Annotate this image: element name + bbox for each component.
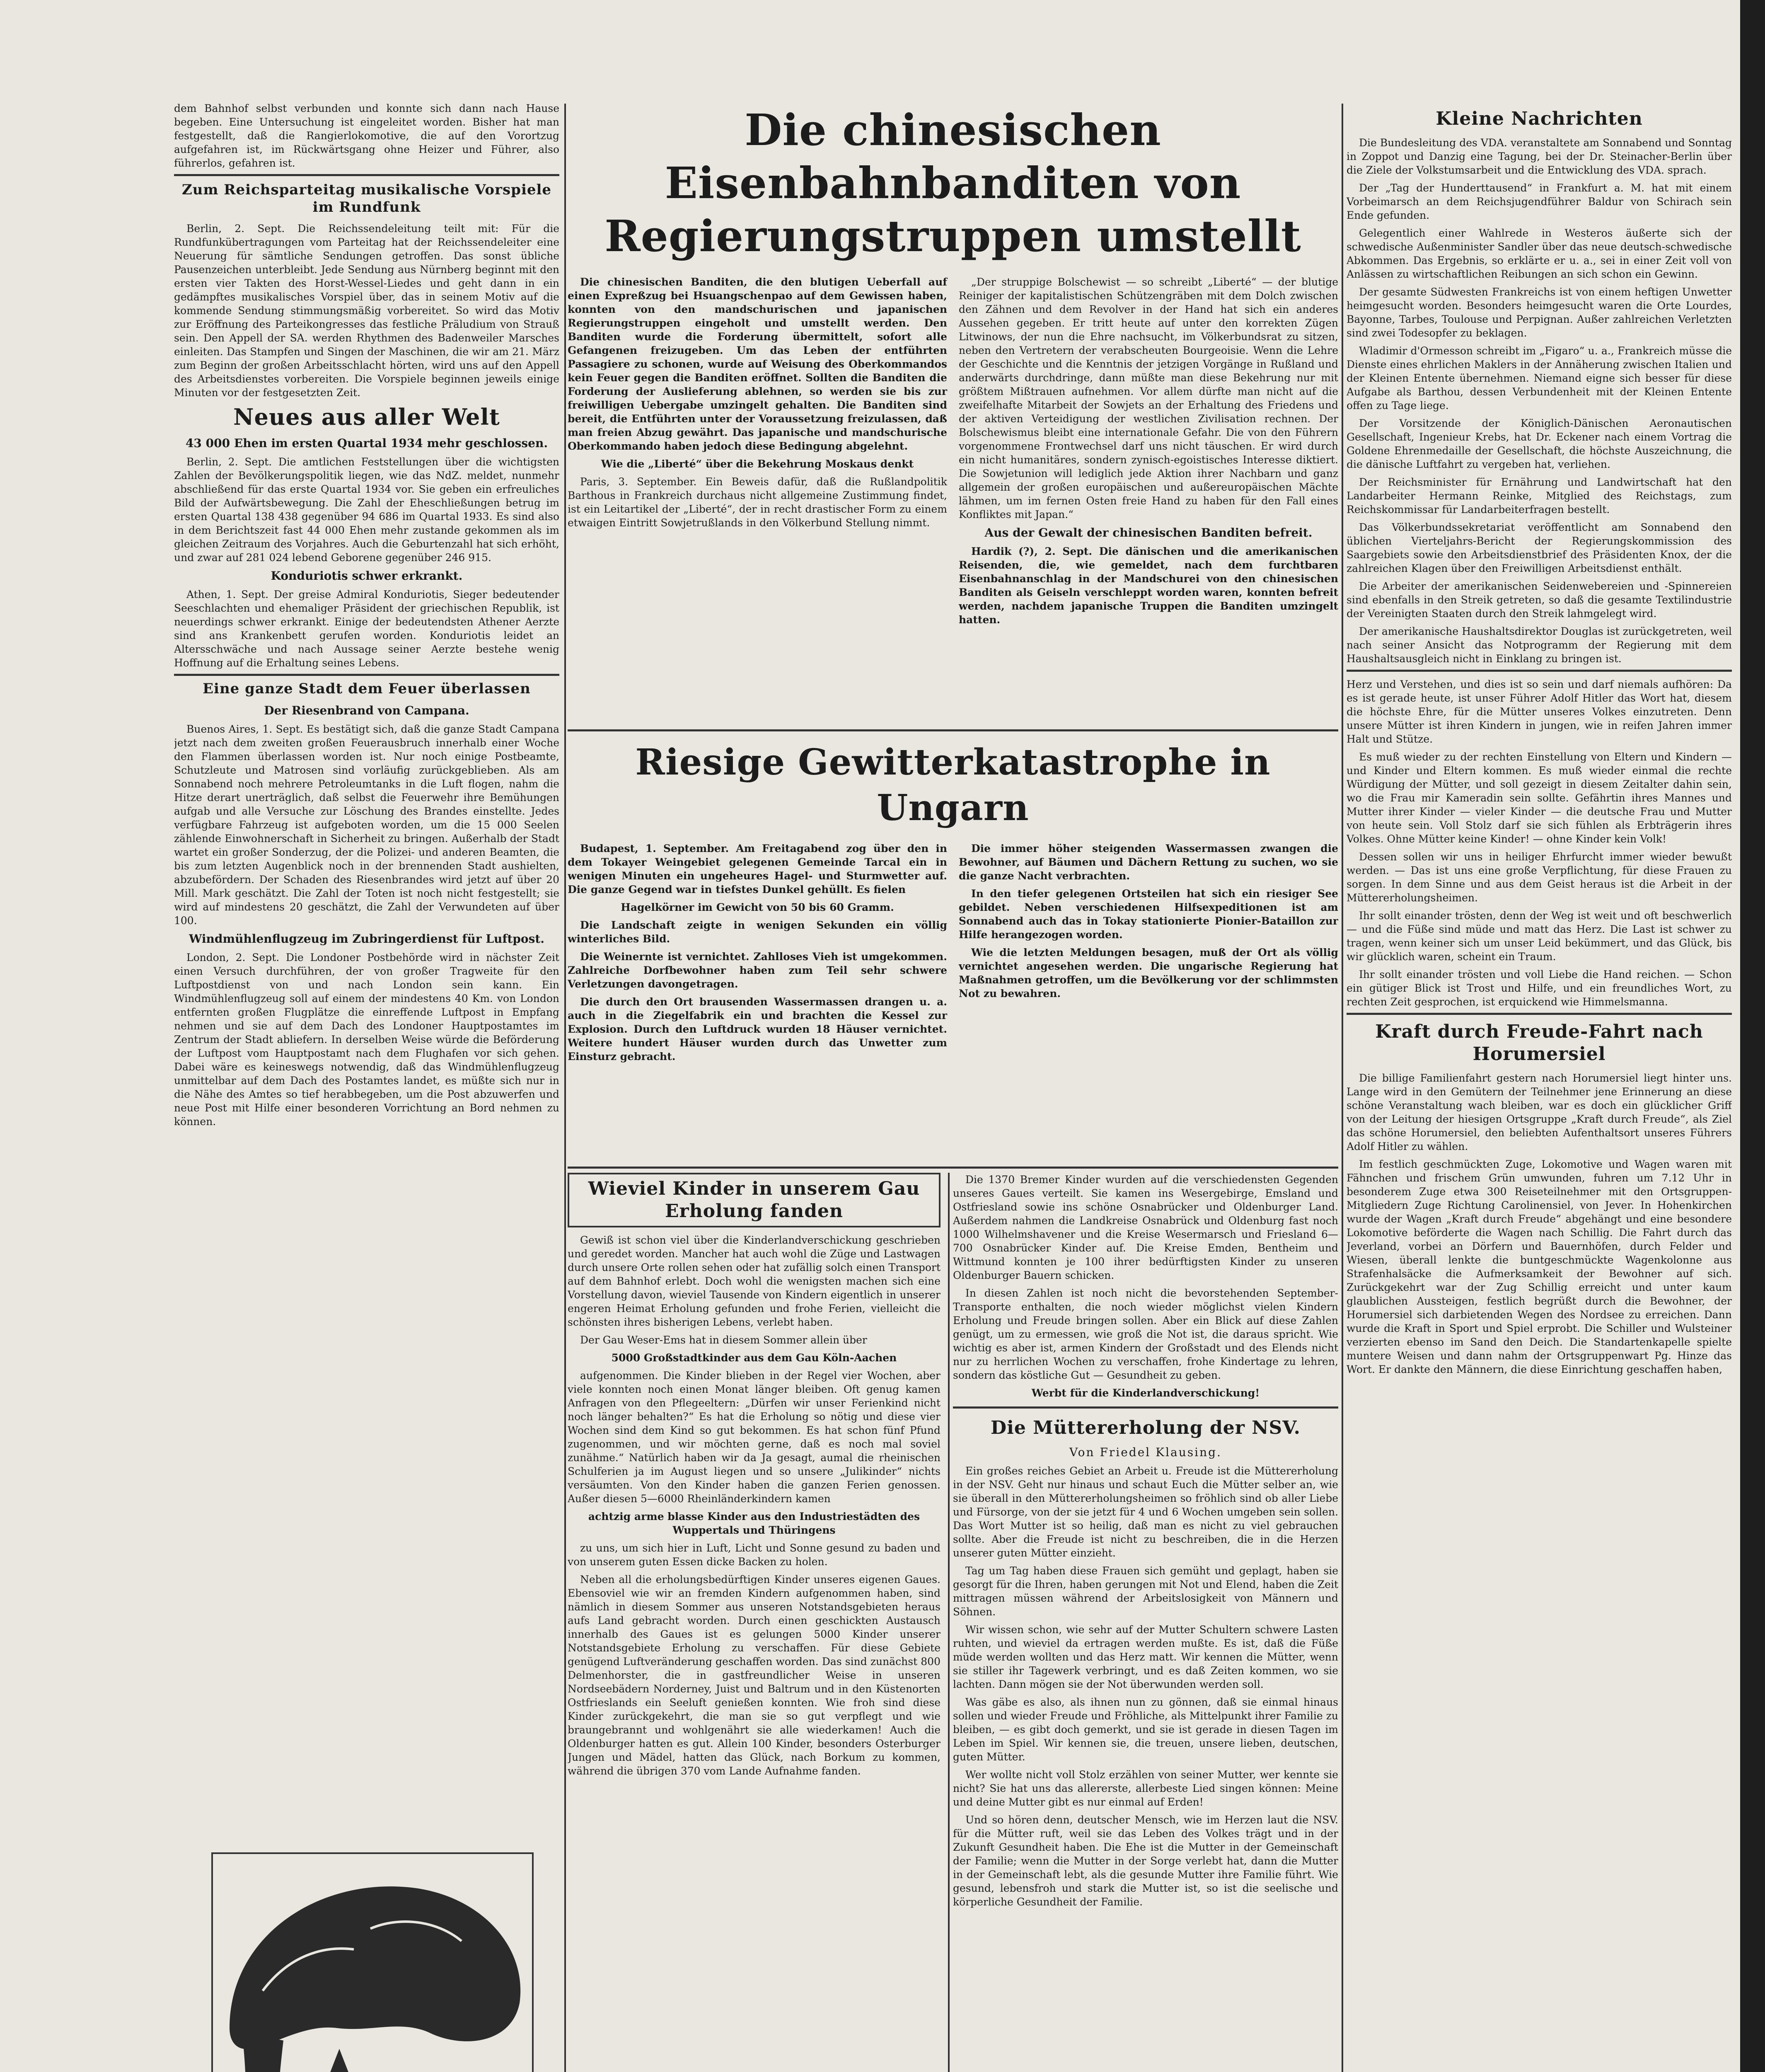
lead-paragraph: Die chinesischen Banditen, die den blutigen Ueberfall auf einen Expreßzug bei Hsuangschenpao auf dem Gewissen haben, konnten von den mandschurischen und japanischen Regierungstruppen eingeholt und umstellt werden. Den Banditen wurde die Forderung übermittelt, sofort alle Gefangenen freizugeben. Um das Leben der entführten Passagiere zu schonen, wurde auf Weisung des Oberkommandos kein Feuer gegen die Banditen eröffnet. Sollten die Banditen die Forderung der Auslieferung ablehnen, so werden sie bis zur freiwilligen Uebergabe umzingelt gehalten. Die Banditen sind bereit, die Entführten unter der Voraussetzung freizulassen, daß man freien Abzug gewährt. Das japanische und mandschurische Oberkommando haben jedoch diese Bedingung abgelehnt.	[568, 276, 947, 452]
news-item: Der „Tag der Hunderttausend“ in Frankfurt a. M. hat mit einem Vorbeimarsch an dem Reichsjugendführer Baldur von Schirach sein Ende gefunden.	[1347, 182, 1732, 221]
storm-column-a	[568, 842, 947, 1067]
muetter-paragraph: Ein großes reiches Gebiet an Arbeit u. Freude ist die Müttererholung in der NSV. Geht nur hinaus und schaut Euch die Mütter selber an, wie sie überall in den Müttererholungsheimen so fröhlich sind ob aller Liebe und Fürsorge, von der sie jetzt für 4 und 6 Wochen umgeben sein sollen. Das Wort Mutter ist so heilig, daß man es nicht zu viel gebrauchen sollte. Aber die Freude ist nicht zu beschreiben, die in die Herzen unserer guten Mütter einzieht.	[953, 1465, 1338, 1559]
article-konduriotis: Athen, 1. Sept. Der greise Admiral Konduriotis, Sieger bedeutender Seeschlachten und ehemaliger Präsident der griechischen Republik, ist neuerdings schwer erkrankt. Einige der bedeutendsten Athener Aerzte sind ans Krankenbett gerufen worden. Konduriotis leidet an Altersschwäche und nach Aussage seiner Aerzte bestehe wenig Hoffnung auf die Erhaltung seines Lebens.	[174, 588, 559, 669]
muetter-continuation: Ihr sollt einander trösten, denn der Weg ist weit und oft beschwerlich — und die Füße sind müde und matt das Herz. Die Last ist schwer zu tragen, wenn keiner sich um unser Leid bekümmert, und das Glück, bis wir glücklich waren, scheint ein Traum.	[1347, 910, 1732, 963]
muetter-paragraph: Wer wollte nicht voll Stolz erzählen von seiner Mutter, wer kennte sie nicht? Sie hat uns das allererste, allerbeste Lied singen können: Meine und deine Mutter gibt es nur einmal auf Erden!	[953, 1769, 1338, 1808]
kleine-nachrichten-list	[1347, 136, 1732, 666]
kinder-paragraph: Der Gau Weser-Ems hat in diesem Sommer allein über	[580, 1334, 867, 1346]
kinder-story-column-a	[568, 1173, 941, 2072]
muetter-paragraph: Was gäbe es also, als ihnen nun zu gönnen, daß sie einmal hinaus sollen und wieder Freude und Fröhliche, als Mittelpunkt ihrer Familie zu bleiben, — es gibt doch gemerkt, und sie ist gerade in diesen Tagen im Leben im Spiel. Wir kennen sie, die treuen, unsere lieben, deutschen, guten Mütter.	[953, 1696, 1338, 1763]
muetter-continuation: Ihr sollt einander trösten und voll Liebe die Hand reichen. — Schon ein gütiger Blick ist Trost und Hilfe, und ein freundliches Wort, zu rechten Zeit gesprochen, ist erquickend wie Himmelsmanna.	[1347, 968, 1732, 1008]
article-windmuehle: London, 2. Sept. Die Londoner Postbehörde wird in nächster Zeit einen Versuch durchführen, der von großer Tragweite für den Luftpostdienst von und nach London sein kann. Ein Windmühlenflugzeug soll auf einem der mindestens 40 Km. von London entfernten großen Flugplätze die einreffende Luftpost in Empfang nehmen und sie auf dem Dach des Londoner Hauptpostamtes im Zentrum der Stadt abliefern. In derselben Weise würde die Beförderung der Luftpost vom Hauptpostamt nach dem Flughafen vor sich gehen. Dabei wäre es keineswegs notwendig, daß das Windmühlenflugzeug unmittelbar auf dem Dach des Postamtes landet, es müßte sich nur in die Nähe des Amtes so tief herabbegeben, um die Post abzuwerfen und neue Post mit Hilfe einer besonderen Vorrichtung an Bord nehmen zu können.	[174, 951, 559, 1128]
muetter-continuation: Herz und Verstehen, und dies ist so sein und darf niemals aufhören: Da es ist gerade heute, ist unser Führer Adolf Hitler das Wort hat, diesem die höchste Ehre, für die Mütter unseres Volkes einzutreten. Denn unsere Mütter ist ihren Kindern in jungen, wie in reifen Jahren immer Halt und Stütze.	[1347, 678, 1732, 745]
article-ehen: Berlin, 2. Sept. Die amtlichen Feststellungen über die wichtigsten Zahlen der Bevölkerungspolitik liegen, wie das NdZ. meldet, nunmehr abschließend für das erste Quartal 1934 vor. Sie geben ein erfreuliches Bild der Aufwärtsbewegung. Die Zahl der Eheschließungen betrug im ersten Quartal 138 438 gegenüber 94 686 im Quartal 1933. Es sind also in dem Berichtszeit fast 44 000 Ehen mehr zustande gekommen als im gleichen Zeitraum des Vorjahres. Auch die Geburtenzahl hat sich erhöht, und zwar auf 281 024 lebend Geborene gegenüber 246 915.	[174, 456, 559, 564]
column-rule	[564, 104, 566, 2072]
kinder-paragraph: Gewiß ist schon viel über die Kinderlandverschickung geschrieben und geredet worden. Mancher hat auch wohl die Züge und Lastwagen durch unsere Orte rollen sehen oder hat zufällig solch einen Transport auf dem Bahnhof erlebt. Doch wohl die wenigsten machen sich eine Vorstellung davon, wieviel Tausende von Kindern eigentlich in unserer engeren Heimat Erholung gefunden und frohe Ferien, vielleicht die schönsten ihres bisherigen Lebens, verlebt haben.	[568, 1234, 941, 1328]
headline-muettererholung: Die Müttererholung der NSV.	[990, 1417, 1301, 1438]
news-item: Der amerikanische Haushaltsdirektor Douglas ist zurückgetreten, weil nach seiner Ansicht das Notprogramm der Regierung mit dem Haushaltsausgleich nicht in Einklang zu bringen ist.	[1347, 625, 1732, 665]
news-item: Der Vorsitzende der Königlich-Dänischen Aeronautischen Gesellschaft, Ingenieur Krebs, hat Dr. Eckener nach einem Vortrag die Goldene Ehrenmedaille der Gesellschaft, die höchste Auszeichnung, die die dänische Luftfahrt zu vergeben hat, verliehen.	[1347, 417, 1732, 470]
news-item: Die Arbeiter der amerikanischen Seidenwebereien und -Spinnereien sind ebenfalls in den Streik getreten, so daß die gesamte Textilindustrie der Vereinigten Staaten durch den Streik lahmgelegt wird.	[1347, 580, 1732, 620]
intro-text: dem Bahnhof selbst verbunden und konnte sich dann nach Hause begeben. Eine Untersuchung ist eingeleitet worden. Bisher hat man festgestellt, daß die Rangierlokomotive, die auf den Vorortzug aufgefahren ist, im Rückwärtsgang ohne Heizer und Führer, also führerlos, gefahren ist.	[174, 102, 559, 169]
storm-paragraph: In den tiefer gelegenen Ortsteilen hat sich ein riesiger See gebildet. Neben verschiedenen Hilfsexpeditionen ist am Sonnabend auch das in Tokay stationierte Pionier-Bataillon zur Hilfe herangezogen worden.	[959, 888, 1338, 941]
news-item: Das Völkerbundssekretariat veröffentlicht am Sonnabend den üblichen Vierteljahrs-Bericht der Regierungskommission des Saargebiets sowie den Arbeitsdienstbrief des Präsidenten Knox, der die zahlreichen Klagen über den Freiwilligen Arbeitsdienst enthält.	[1347, 521, 1732, 574]
storm-paragraph: Wie die letzten Meldungen besagen, muß der Ort als völlig vernichtet angesehen werden. Die ungarische Regierung hat Maßnahmen getroffen, um die Bevölkerung vor der schlimmsten Not zu bewahren.	[959, 946, 1338, 1000]
storm-paragraph: Die durch den Ort brausenden Wassermassen drangen u. a. auch in die Ziegelfabrik ein und brachten die Kessel zur Explosion. Durch den Luftdruck wurden 18 Häuser vernichtet. Weitere hundert Häuser wurden durch das Unwetter zum Einsturz gebracht.	[568, 996, 947, 1063]
kraft-paragraph: Im festlich geschmückten Zuge, Lokomotive und Wagen waren mit Fähnchen und frischem Grün umwunden, fuhren um 7.12 Uhr in besonderem Zuge etwa 300 Reiseteilnehmer mit den Ortsgruppen-Mitgliedern Zuge Richtung Carolinensiel, von Jever. In Hohenkirchen wurde der Wagen „Kraft durch Freude“ abgehängt und eine besondere Lokomotive beförderte die Wagen nach Schillig. Die Fahrt durch das Jeverland, vorbei an Dörfern und Bauernhöfen, durch Felder und Wiesen, überall lenkte die buntgeschmückte Wagenkolonne aus Strafenhalsäcke die Aufmerksamkeit der Bewohner auf sich. Zurückgekehrt war der Zug Schillig erreicht und unter kaum glaublichen Aussteigen, festlich begrüßt durch die Bewohner, der Horumersiel sich darbietenden Wegen des Nordsee zu erreichen. Dann wurde die Kraft in Sport und Spiel erprobt. Die Schiller und Wulsteiner verzierten ebenso im Sand den Deich. Die Standartenkapelle spielte muntere Weisen und dann nahm der Ortsgruppenwart Pg. Hinze das Wort. Er dankte den Männern, die diese Einrichtung geschaffen haben,	[1347, 1158, 1732, 1375]
divider	[174, 674, 559, 676]
headline-campana: Eine ganze Stadt dem Feuer überlassen	[203, 680, 531, 697]
news-item: Der gesamte Südwesten Frankreichs ist von einem heftigen Unwetter heimgesucht worden. Besonders heimgesucht waren die Orte Lourdes, Bayonne, Tarbes, Toulouse und Perpignan. Außer zahlreichen Verletzten sind zwei Todesopfer zu beklagen.	[1347, 286, 1732, 339]
muetter-continuation: Es muß wieder zu der rechten Einstellung von Eltern und Kindern — und Kinder und Eltern kommen. Es muß wieder einmal die rechte Würdigung der Mütter, und soll gezeigt in diesem Zeitalter dahin sein, wo die Frau mir Kameradin sein sollte. Gefährtin ihres Mannes und Mutter ihrer Kinder — vieler Kinder — die deutsche Frau und Mutter von heute sein. Voll Stolz darf sie sich fühlen als Erbträgerin ihres Volkes. Ohne Mütter keine Kinder! — ohne Kinder kein Volk!	[1347, 751, 1732, 845]
byline: Von Friedel Klausing.	[1069, 1445, 1222, 1459]
lead-paragraph: Paris, 3. September. Ein Beweis dafür, daß die Rußlandpolitik Barthous in Frankreich durchaus nicht allgemeine Zustimmung findet, ist ein Leitartikel der „Liberté“, der in recht drastischer Form zu einem etwaigen Eintritt Sowjetrußlands in den Völkerbund Stellung nimmt.	[568, 476, 947, 529]
headline-neues-aus-aller-welt: Neues aus aller Welt	[233, 404, 500, 430]
divider	[174, 174, 559, 176]
kinder-call-to-action: Werbt für die Kinderlandverschickung!	[1031, 1387, 1260, 1399]
column-rule	[948, 1173, 950, 2072]
storm-paragraph: Budapest, 1. September. Am Freitagabend zog über den in dem Tokayer Weingebiet gelegenen Gemeinde Tarcal ein in wenigen Minuten ein ungeheures Hagel- und Sturmwetter auf. Die ganze Gegend war in tiefstes Dunkel gehüllt. Es fielen	[568, 842, 947, 896]
storm-paragraph: Die immer höher steigenden Wassermassen zwangen die Bewohner, auf Bäumen und Dächern Rettung zu suchen, wo sie die ganze Nacht verbrachten.	[959, 842, 1338, 882]
lead-column-b	[959, 275, 1338, 631]
lead-subheading: Aus der Gewalt der chinesischen Banditen befreit.	[984, 526, 1313, 540]
kinder-paragraph: aufgenommen. Die Kinder blieben in der Regel vier Wochen, aber viele konnten noch einen Monat länger bleiben. Oft genug kamen Anfragen von den Pflegeeltern: „Dürfen wir unser Ferienkind nicht noch länger behalten?“ Es hat die Erholung so nötig und diese vier Wochen sind dem Kind so gut bekommen. Es hat schon fünf Pfund zugenommen, und wir möchten gerne, daß es noch mal soviel zunähme.“ Natürlich haben wir da Ja gesagt, aumal die rheinischen Schulferien ja im August liegen und so unsere „Julikinder“ nichts versäumten. Von den Kinder haben die ganzen Ferien genossen. Außer diesen 5—6000 Rheinländerkindern kamen	[568, 1370, 941, 1505]
divider	[1347, 670, 1732, 672]
lead-story	[568, 95, 1338, 725]
news-item: Gelegentlich einer Wahlrede in Westeros äußerte sich der schwedische Außenminister Sandler über das neue deutsch-schwedische Abkommen. Das Ergebnis, so erklärte er u. a., sei in einer Zeit voll von Anlässen zu wirtschaftlichen Reibungen an sich schon ein Gewinn.	[1347, 227, 1732, 280]
headline-kleine-nachrichten: Kleine Nachrichten	[1436, 108, 1643, 129]
scan-edge	[1740, 0, 1765, 2072]
divider	[568, 729, 1338, 731]
kraft-paragraph: Die billige Familienfahrt gestern nach Horumersiel liegt hinter uns. Lange wird in den Gemütern der Teilnehmer jene Erinnerung an diese schöne Veranstaltung wach bleiben, war es doch ein glücklicher Griff von der Leitung der hiesigen Ortsgruppe „Kraft durch Freude“, als Ziel das schöne Horumersiel, den beliebten Aufenthaltsort unseres Führers Adolf Hitler zu wählen.	[1347, 1072, 1732, 1152]
article-reichsparteitag: Berlin, 2. Sept. Die Reichssendeleitung teilt mit: Für die Rundfunkübertragungen vom Parteitag hat der Reichssendeleiter eine Neuerung für sämtliche Sendungen getroffen. Das sonst übliche Pausenzeichen unterbleibt. Jede Sendung aus Nürnberg beginnt mit den ersten vier Takten des Horst-Wessel-Liedes und geht dann in ein gedämpftes musikalisches Vorspiel über, das in seinem Motiv auf die kommende Sendung stimmungsmäßig vorbereitet. So wird das Motiv zur Eröffnung des Parteikongresses das festliche Präludium von Strauß sein. Den Appell der SA. werden Rhythmen des Badenweiler Marsches einleiten. Das Stampfen und Singen der Maschinen, die wir am 21. März zum Beginn der großen Arbeitsschlacht hörten, wird uns auf den Appell des Arbeitsdienstes vorbereiten. Die Vorspiele beginnen jeweils einige Minuten vor der festgesetzten Zeit.	[174, 223, 559, 399]
kinder-paragraph: Neben all die erholungsbedürftigen Kinder unseres eigenen Gaues. Ebensoviel wie wir an fremden Kindern aufgenommen haben, sind nämlich in diesem Sommer aus unseren Notstandsgebieten heraus aufs Land gebracht worden. Durch einen geschickten Austausch innerhalb des Gaues ist es gelungen 5000 Kinder unserer Notstandsgebiete Erholung zu verschaffen. Für diese Gebiete genügend Luftveränderung geschaffen worden. Das sind zunächst 800 Delmenhorster, die in gastfreundlicher Weise in unseren Nordseebädern Norderney, Juist und Baltrum und in den Küstenorten Ostfrieslands ein Seeluft genießen konnten. Wie froh sind diese Kinder zurückgekehrt, die man sie so gut verpflegt und wie braungebrannt und wohlgenährt sie alle wiederkamen! Auch die Oldenburger hatten es gut. Allein 100 Kinder, besonders Osterburger Jungen und Mädel, hatten das Glück, nach Borkum zu kommen, während die übrigen 370 vom Lande Aufnahme fanden.	[568, 1573, 941, 1777]
news-item: Der Reichsminister für Ernährung und Landwirtschaft hat den Landarbeiter Hermann Reinke, Mitglied des Reichstags, zum Reichskommissar für Landarbeiterfragen bestellt.	[1347, 476, 1732, 516]
kinder-highlight: 5000 Großstadtkinder aus dem Gau Köln-Aachen	[611, 1352, 897, 1364]
muetter-paragraph: Und so hören denn, deutscher Mensch, wie im Herzen laut die NSV. für die Mütter ruft, weil sie das Leben des Volkes trägt und in der Zukunft Gesundheit haben. Die Ehe ist die Mutter in der Gemeinschaft der Familie; wenn die Mutter in der Sorge verlebt hat, dann die Mutter in der Gemeinschaft lebt, als die gesunde Mutter ihre Familie führt. Wie gesund, lebensfroh und stark die Mutter ist, so ist die seelische und körperliche Gesundheit der Familie.	[953, 1814, 1338, 1908]
lead-paragraph: „Der struppige Bolschewist — so schreibt „Liberté“ — der blutige Reiniger der kapitalistischen Schützengräben mit dem Dolch zwischen den Zähnen und dem Revolver in der Hand hat sich ein anderes Aussehen gegeben. Er tritt heute auf unter den korrekten Zügen Litwinows, der nun die Ehre nachsucht, im Völkerbundsrat zu sitzen, neben den Vertretern der verabscheuten Bourgeoisie. Wenn die Lehre der Geschichte und die Kenntnis der jetzigen Vorgänge in Rußland und anderwärts durchdringe, dann müßte man diese Bekehrung nur mit größtem Mißtrauen aufnehmen. Vor allem dürfte man nicht auf die zweifelhafte Mitarbeit der Sowjets an der Erhaltung des Friedens und der aktiven Verteidigung der westlichen Zivilisation rechnen. Der Bolschewismus bleibt eine internationale Gefahr. Die von den Führern vorgenommene Frontwechsel darf uns nicht täuschen. Er wird durch ein nicht humanitäres, sondern zynisch-egoistisches Interesse diktiert. Die Sowjetunion will lediglich jede Aktion ihrer Nachbarn und ganz allgemein der großen europäischen und außereuropäischen Mächte lähmen, um im fernen Osten freie Hand zu haben für den Fall eines Konfliktes mit Japan.“	[959, 276, 1338, 520]
column-rule	[1342, 104, 1343, 2072]
kinder-headline-box	[568, 1173, 941, 1227]
article-campana: Buenos Aires, 1. Sept. Es bestätigt sich, daß die ganze Stadt Campana jetzt nach dem zweiten großen Feuerausbruch innerhalb einer Woche den Flammen überlassen worden ist. Nur noch einige Postbeamte, Schutzleute und Matrosen sind vorläufig zurückgeblieben. Als am Sonnabend noch mehrere Petroleumtanks in die Luft flogen, nahm die Hitze derart unerträglich, daß selbst die Feuerwehr ihre Bemühungen aufgab und alle Versuche zur Löschung des Brandes einstellte. Jedes verfügbare Fahrzeug ist aufgeboten worden, um die 15 000 Seelen zählende Einwohnerschaft in Sicherheit zu bringen. Außerhalb der Stadt wartet ein großer Sonderzug, der die Polizei- und anderen Beamten, die bis zum letzten Augenblick noch in der brennenden Stadt aushielten, abzubefördern. Der Schaden des Riesenbrandes wird jetzt auf über 20 Mill. Mark geschätzt. Die Zahl der Toten ist noch nicht festgestellt; sie wird auf mindestens 20 geschätzt, die Zahl der Verwundeten auf über 100.	[174, 723, 559, 927]
news-item: Die Bundesleitung des VDA. veranstaltete am Sonnabend und Sonntag in Zoppot und Danzig eine Tagung, bei der Dr. Steinacher-Berlin über die Ziele der Volkstumsarbeit und die Entwicklung des VDA. sprach.	[1347, 137, 1732, 176]
kinder-paragraph: Die 1370 Bremer Kinder wurden auf die verschiedensten Gegenden unseres Gaues verteilt. Sie kamen ins Wesergebirge, Emsland und Ostfriesland sowie ins schöne Osnabrücker und Oldenburger Land. Außerdem nahmen die Landkreise Osnabrück und Oldenburg fast noch 1000 Wilhelmshavener und die Kreise Wesermarsch und Friesland 6—700 Osnabrücker Kinder auf. Die Kreise Emden, Bentheim und Wittmund konnten je 100 ihrer bedürftigsten Kinder zu unseren Oldenburger Bauern schicken.	[953, 1174, 1338, 1281]
storm-paragraph: Die Weinernte ist vernichtet. Zahlloses Vieh ist umgekommen. Zahlreiche Dorfbewohner haben zum Teil sehr schwere Verletzungen davongetragen.	[568, 951, 947, 990]
nsv-advertisement	[211, 1852, 534, 2072]
headline-reichsparteitag: Zum Reichsparteitag musikalische Vorspiele im Rundfunk	[181, 182, 552, 215]
divider	[568, 1167, 1338, 1169]
headline-kinder-erholung: Wieviel Kinder in unserem Gau Erholung fanden	[588, 1178, 920, 1222]
subheadline-ehen: 43 000 Ehen im ersten Quartal 1934 mehr geschlossen.	[185, 436, 548, 450]
kinder-highlight: achtzig arme blasse Kinder aus den Industriestädten des Wuppertals und Thüringens	[588, 1510, 920, 1536]
headline-gewitterkatastrophe: Riesige Gewitterkatastrophe in Ungarn	[635, 741, 1271, 829]
storm-paragraph: Die Landschaft zeigte in wenigen Sekunden ein völlig winterliches Bild.	[568, 919, 947, 945]
muetter-paragraph: Tag um Tag haben diese Frauen sich gemüht und geplagt, haben sie gesorgt für die Ihren, haben gerungen mit Not und Elend, haben die Zeit mittragen müssen während der Arbeitslosigkeit von Männern und Söhnen.	[953, 1565, 1338, 1618]
column-left	[174, 102, 559, 1834]
lead-column-a	[568, 275, 947, 631]
lead-subheading: Wie die „Liberté“ über die Bekehrung Moskaus denkt	[601, 458, 914, 470]
nsv-illustration	[213, 1854, 532, 2072]
headline-kraft-durch-freude: Kraft durch Freude-Fahrt nach Horumersiel	[1375, 1021, 1703, 1065]
divider	[1347, 1013, 1732, 1015]
kinder-paragraph: zu uns, um sich hier in Luft, Licht und Sonne gesund zu baden und von unserem guten Essen dicke Backen zu holen.	[568, 1542, 941, 1568]
storm-story	[568, 736, 1338, 1162]
storm-column-b	[959, 842, 1338, 1067]
subheadline-windmuehle: Windmühlenflugzeug im Zubringerdienst für Luftpost.	[189, 932, 545, 946]
kinder-paragraph: In diesen Zahlen ist noch nicht die bevorstehenden September-Transporte enthalten, die noch wieder möglichst vielen Kindern Erholung und Freude bringen sollen. Aber ein Blick auf diese Zahlen genügt, um zu ermessen, wie groß die Not ist, die daraus spricht. Wie wichtig es aber ist, armen Kindern der Großstadt und des Elends nicht nur zu herrlichen Wochen zu verschaffen, frohe Kindertage zu lehren, sondern das köstliche Gut — Gesundheit zu geben.	[953, 1287, 1338, 1381]
muetter-paragraph: Wir wissen schon, wie sehr auf der Mutter Schultern schwere Lasten ruhten, und wieviel da ertragen werden mußte. Es ist, daß die Füße müde werden wollten und das Herz matt. Wir kennen die Mütter, wenn sie stiller ihr Tagewerk verbringt, und es daß Zeiten kommen, wo sie lachten. Dann mögen sie der Not überwunden werden soll.	[953, 1624, 1338, 1690]
kinder-story-column-b	[953, 1173, 1338, 2072]
headline-eisenbahnbanditen: Die chinesischen Eisenbahnbanditen von Regierungstruppen umstellt	[604, 104, 1301, 261]
subheadline-konduriotis: Konduriotis schwer erkrankt.	[271, 569, 463, 583]
divider	[953, 1406, 1338, 1409]
subheadline-campana: Der Riesenbrand von Campana.	[264, 704, 469, 717]
lead-paragraph: Hardik (?), 2. Sept. Die dänischen und die amerikanischen Reisenden, die, wie gemeldet, nach dem furchtbaren Eisenbahnanschlag in der Mandschurei von den chinesischen Banditen als Geiseln verschleppt worden waren, konnten befreit werden, nachdem japanische Truppen die Banditen umzingelt hatten.	[959, 545, 1338, 626]
news-item: Wladimir d'Ormesson schreibt im „Figaro“ u. a., Frankreich müsse die Dienste eines ehrlichen Maklers in der Annäherung zwischen Italien und der Kleinen Entente übernehmen. Niemand eigne sich besser für diese Aufgabe als Barthou, dessen Verbundenheit mit der Kleinen Entente offen zu Tage liege.	[1347, 345, 1732, 411]
storm-highlight: Hagelkörner im Gewicht von 50 bis 60 Gramm.	[621, 901, 894, 913]
muetter-continuation: Dessen sollen wir uns in heiliger Ehrfurcht immer wieder bewußt werden. — Das ist uns eine große Verpflichtung, für diese Frauen zu sorgen. In dem Sinne und aus dem Geist heraus ist die Arbeit in der Müttererholungsheimen.	[1347, 851, 1732, 904]
column-right	[1347, 104, 1732, 2072]
